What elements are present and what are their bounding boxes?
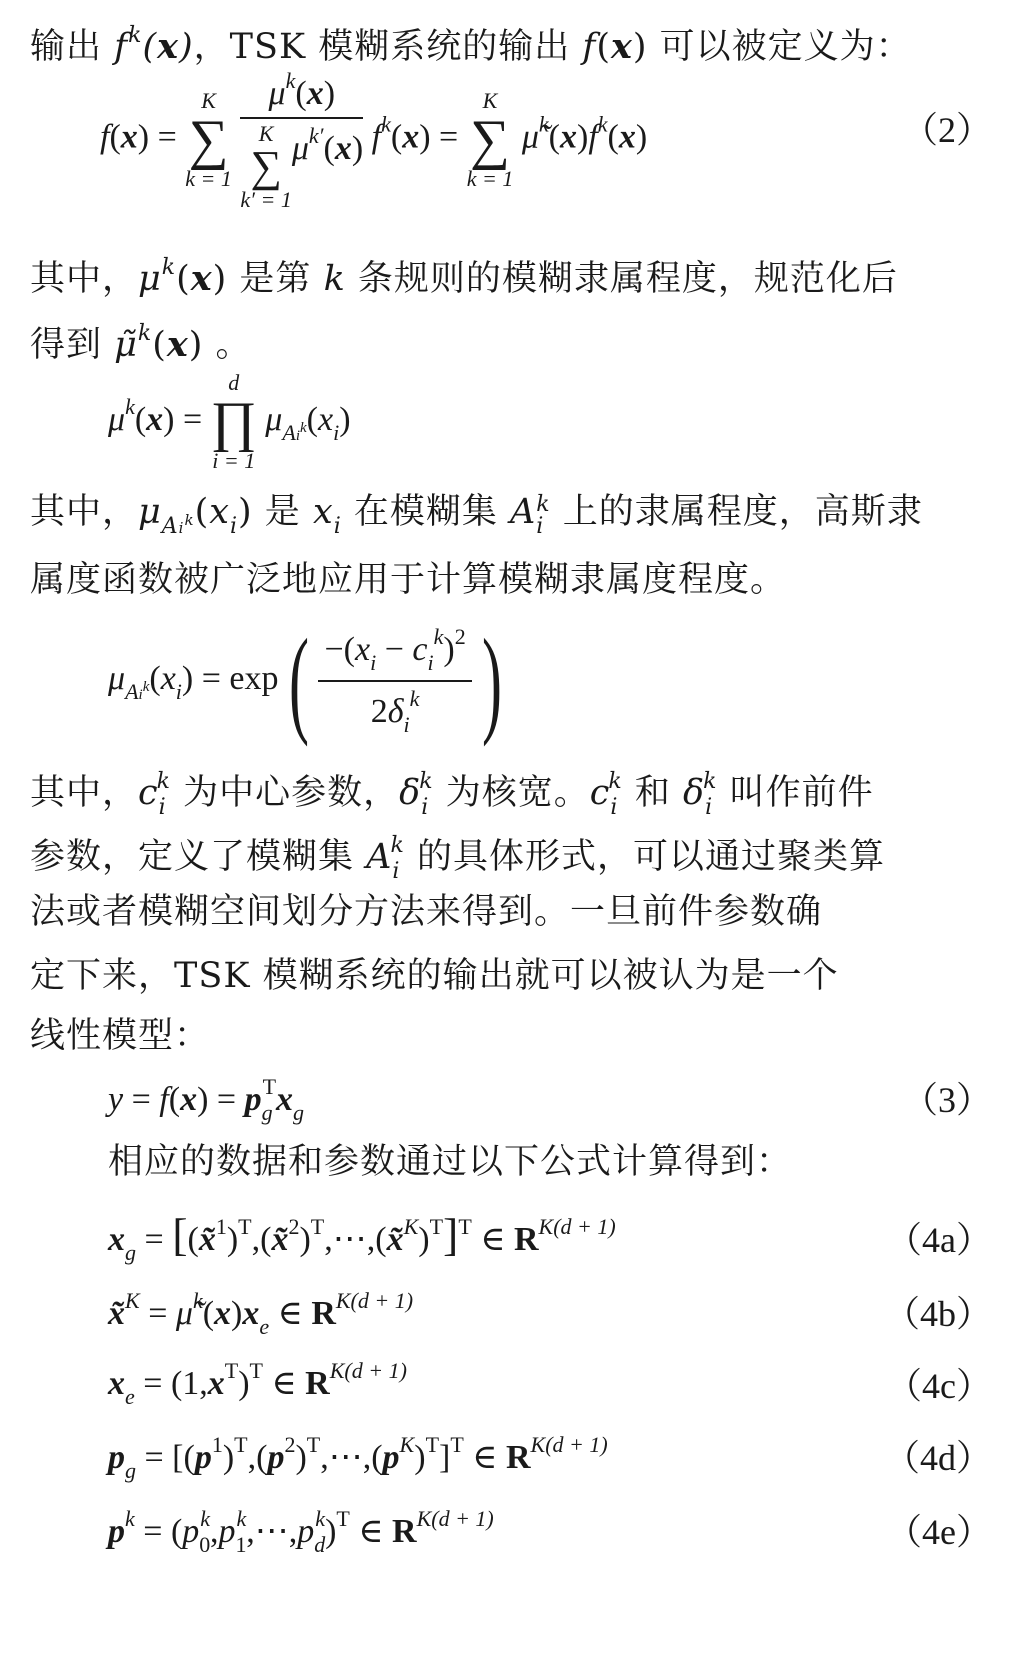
equation-number-2: （2） [901, 110, 992, 150]
text: 其中， [30, 492, 139, 532]
equation-number-3: （3） [901, 1080, 992, 1120]
text: 是 [252, 492, 313, 532]
equation-number-4b: （4b） [883, 1294, 992, 1334]
text: 上的隶属程度，高斯隶 [550, 492, 923, 532]
text: 叫作前件 [717, 773, 874, 813]
equation-4a: $x_g$ = [(x̃$^1$)$^T$,(x̃$^2$)$^T$,⋯,(x̃$^K$)$^T$]$^T$ ∈ $R^{K(d + 1)}$ [108, 1209, 616, 1265]
text: 的具体形式，可以通过聚类算 [404, 837, 885, 877]
text: 在模糊集 [341, 492, 510, 532]
text: 输出 [30, 27, 115, 67]
equation-2: f(x) = K ∑ k = 1 $\mu^k(x)$ K ∑ k′ = 1 $\mu^{k'}(x)$ $f^k(x)$ = K ∑ k = 1 $\mũ^k(x)f^k(x)$ [100, 68, 648, 212]
equation-gaussian: $\mu_{Ai^k}(x_i) = \exp$( $\frac{-(x_i - c_i^k)^2}{2\delta_i^k}$ ) [108, 614, 502, 747]
paragraph-line-4: 其中，$\mu_{Ai^k}(x_i)$ 是 $x_i$ 在模糊集 A k i 上的隶属程度，高斯隶 [30, 492, 923, 539]
text: ，TSK 模糊系统的输出 [193, 27, 583, 67]
text: 。 [203, 325, 252, 365]
paragraph-line-6: 其中，$c_i^k$ 为中心参数，$\delta_i^k$ 为核宽。$c_i^k$ 和 $\delta_i^k$ 叫作前件 [30, 769, 874, 820]
equation-number-4a: （4a） [886, 1220, 992, 1260]
paragraph-line-2: 其中，$\mu^k(x)$ 是第 k 条规则的模糊隶属程度，规范化后 [30, 255, 898, 299]
text: 为核宽。 [433, 773, 590, 813]
math-f: f [582, 27, 597, 67]
text: 条规则的模糊隶属程度，规范化后 [345, 259, 898, 299]
text: 是第 [227, 259, 324, 299]
equation-number-4d: （4d） [883, 1438, 992, 1478]
paragraph-line-5: 属度函数被广泛地应用于计算模糊隶属度程度。 [30, 560, 787, 600]
math-fk: $f^k(x)$ [114, 23, 194, 67]
equation-4e: $p^k$ = $(p_0^k,p_1^k,\cdots,p_d^k)^T$ ∈ $R^{K(d + 1)}$ [108, 1506, 494, 1557]
paragraph-line-8: 法或者模糊空间划分方法来得到。一旦前件参数确 [30, 892, 823, 932]
text: 其中， [30, 773, 139, 813]
equation-number-4c: （4c） [886, 1366, 992, 1406]
equation-4d: $p_g$ = $[(p^1)^T,(p^2)^T,\cdots,(p^K)^T]^T$ ∈ $R^{K(d + 1)}$ [108, 1432, 608, 1483]
text: 得到 [30, 325, 115, 365]
text: 为中心参数， [171, 773, 400, 813]
paragraph-line-3: 得到 μ̃$^k$(x) 。 [30, 321, 252, 365]
text: 和 [622, 773, 684, 813]
text: 可以被定义为： [647, 27, 912, 67]
paragraph-line-11: 相应的数据和参数通过以下公式计算得到： [108, 1142, 793, 1182]
text: 参数，定义了模糊集 [30, 837, 367, 877]
paragraph-line-9: 定下来，TSK 模糊系统的输出就可以被认为是一个 [30, 956, 839, 996]
equation-4b: x̃$^K$ = $\mũ^k(x)x_e$ ∈ $R^{K(d + 1)}$ [108, 1288, 414, 1339]
paragraph-line-7: 参数，定义了模糊集 $A_i^k$ 的具体形式，可以通过聚类算 [30, 833, 885, 884]
paragraph-line-1: 输出 $f^k(x)$，TSK 模糊系统的输出 f(x) 可以被定义为： [30, 23, 912, 67]
equation-3: $y = f(x) = p_g^Tx_g$ [108, 1074, 305, 1125]
equation-4c: $x_e = (1,x^T)^T$ ∈ $R^{K(d + 1)}$ [108, 1358, 407, 1409]
equation-product: $\mu^k(x)$ = d ∏ i = 1 $\mu_{Ai^k}(x_i)$ [108, 370, 351, 473]
equation-number-4e: （4e） [886, 1512, 992, 1552]
paragraph-line-10: 线性模型： [30, 1016, 211, 1056]
text: 其中， [30, 259, 139, 299]
